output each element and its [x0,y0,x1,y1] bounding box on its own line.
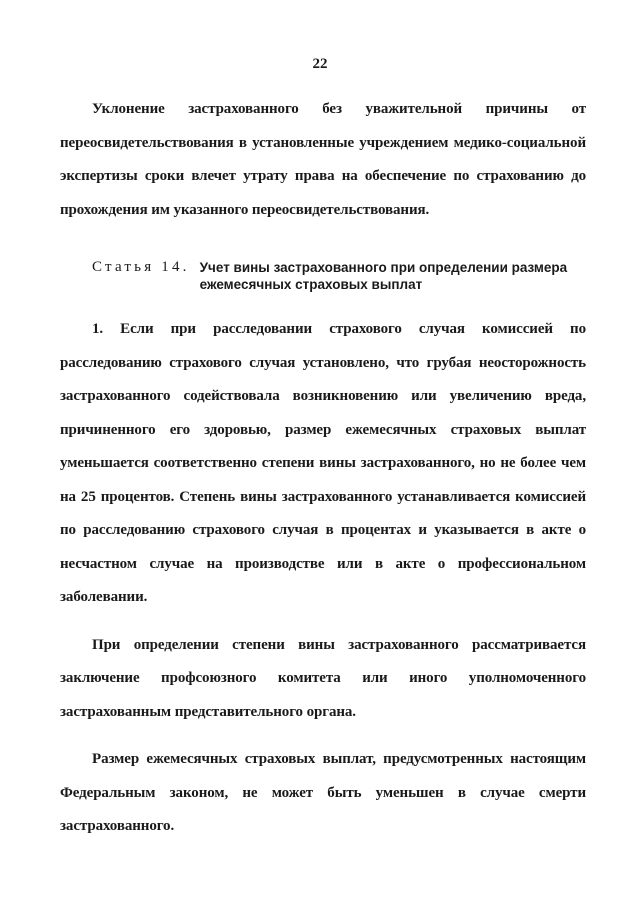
paragraph-clause-1: 1. Если при расследовании страхового случая комиссией по расследованию страхового случая установлено, что грубая неосторожность застрахованного содействовала возникновению или увеличению вреда, причиненного его здоровью, размер ежемесячных страховых выплат уменьшается соответственно степени вины застрахованного, но не более чем на 25 процентов. Степень вины застрахованного устанавливается комиссией по расследованию страхового случая в процентах и указывается в акте о несчастном случае на производстве или в акте о профессиональном заболевании. [60,321,586,605]
article-title: Учет вины застрахованного при определении размера ежемесячных страховых выплат [199,260,568,292]
article-label: Статья 14. [92,259,190,275]
paragraph-union-opinion: При определении степени вины застрахованного рассматривается заключение профсоюзного комитета или иного уполномоченного застрахованным представительного органа. [60,636,586,720]
paragraph-evasion: Уклонение застрахованного без уважительной причины от переосвидетельствования в установленные учреждением медико-социальной экспертизы сроки влечет утрату права на обеспечение по страхованию до прохождения им указанного переосвидетельствования. [60,101,586,218]
article-heading [60,259,586,293]
document-body [60,93,586,844]
paragraph-death-case: Размер ежемесячных страховых выплат, предусмотренных настоящим Федеральным законом, не может быть уменьшен в случае смерти застрахованного. [60,751,586,834]
page-number: 22 [312,56,328,72]
